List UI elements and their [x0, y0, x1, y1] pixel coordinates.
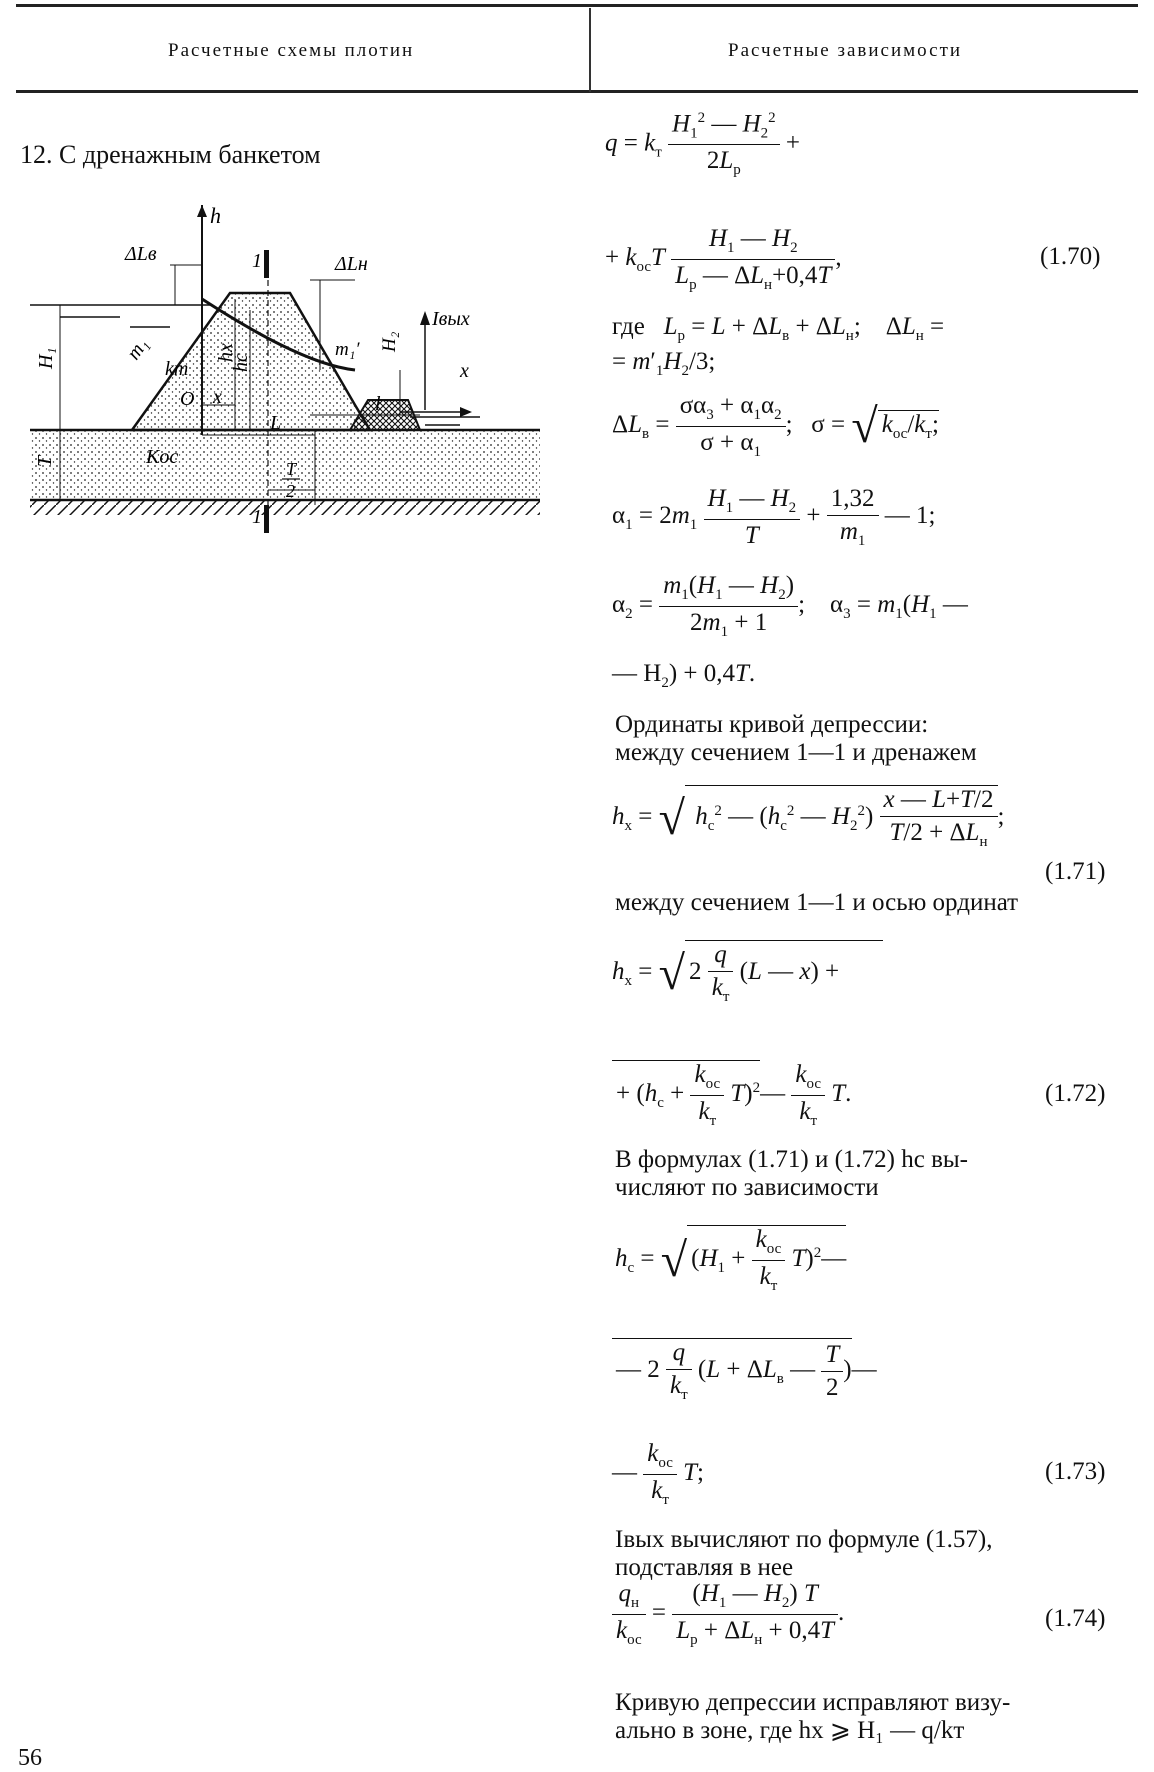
eq-where-Lp: где $L_р = L + \Delta L_в + \Delta L_н$; $\Delta L_н$ =	[612, 313, 945, 344]
last-note-1: Кривую депрессии исправляют визу-	[615, 1689, 1011, 1716]
label-kt: kт	[165, 358, 189, 380]
label-m1p: m₁′	[335, 339, 360, 360]
label-hx: hx	[215, 343, 237, 362]
between-sections-axis: между сечением 1—1 и осью ординат	[615, 889, 1019, 916]
label-sec1-top: 1	[252, 250, 262, 272]
eq-num-1-71: (1.71)	[1045, 858, 1106, 885]
last-note-2: ально в зоне, где hx ⩾ H₁ — q/kт	[615, 1717, 965, 1744]
formulas-note-2: числяют по зависимости	[615, 1174, 879, 1201]
eq-1-73-line3: — $\frac{k_{ос}}{k_т}$ T;	[612, 1440, 704, 1508]
label-H2: H₂	[379, 331, 400, 352]
label-koc: Kос	[146, 446, 179, 468]
label-h: h	[210, 205, 221, 228]
eq-1-72-line2: + ($h_с$ + $\frac{k_{ос}}{k_т}$ T)$^2$— $\frac{k_{ос}}{k_т}$ T.	[612, 1060, 851, 1130]
label-L: L	[270, 412, 282, 434]
eq-num-1-70: (1.70)	[1040, 243, 1101, 270]
label-m1: m₁	[122, 333, 153, 364]
page-number: 56	[18, 1745, 42, 1771]
label-T2-num: T	[286, 459, 297, 479]
eq-1-73-line1: $h_с$ = √ ($H_1$ + $\frac{k_{ос}}{k_т}$ T)$^2$—	[615, 1226, 847, 1294]
label-O: O	[180, 388, 195, 410]
eq-alpha1: $\alpha_1 = 2m_1$ $\frac{H_1 — H_2}{T}$ + $\frac{1,32}{m_1}$ — 1;	[612, 485, 936, 549]
eq-num-1-72: (1.72)	[1045, 1080, 1106, 1107]
case-title: 12. С дренажным банкетом	[20, 140, 321, 169]
eq-where-dLn: = $m'_1H_2/3$;	[612, 348, 716, 379]
label-sec1-bot: 1	[252, 506, 262, 528]
label-H1: H₁	[35, 347, 57, 369]
label-dLn: ΔLн	[335, 253, 368, 275]
label-Ivyh: Iвых	[432, 308, 470, 330]
eq-1-73-line2: — 2 $\frac{q}{k_т}$ ($L + \Delta L_в$ — $\frac{T}{2}$ )—	[612, 1338, 877, 1404]
ordinates-title: Ординаты кривой депрессии:	[615, 711, 929, 738]
where-word: где	[612, 313, 645, 340]
label-hc: hc	[230, 353, 252, 372]
header-right: Расчетные зависимости	[728, 40, 963, 61]
dam-diagram	[20, 205, 540, 605]
top-rule	[16, 4, 1138, 7]
eq-1-70-line2: + $k_{ос}T$ $\frac{H_1 — H_2}{L_р — \Delta L_н+0,4T}$ ,	[605, 225, 842, 293]
formulas-note-1: В формулах (1.71) и (1.72) hс вы-	[615, 1146, 968, 1173]
eq-alpha2: $\alpha_2$ = $\frac{m_1(H_1 — H_2)}{2m_1 + 1}$ ; $\alpha_3 = m_1(H_1$ —	[612, 572, 968, 640]
header-left: Расчетные схемы плотин	[168, 40, 415, 61]
eq-dLv: $\Delta L_в$ = $\frac{\sigma\alpha_3 + \alpha_1\alpha_2}{\sigma + \alpha_1}$ ; σ = √ $k_{ос}/k_т$;	[612, 392, 939, 460]
eq-1-74: $\frac{q_н}{k_{ос}}$ = $\frac{(H_1 — H_2) T}{L_р + \Delta L_н + 0,4T}$ .	[612, 1580, 844, 1649]
eq-1-72-line1: $h_x = √2$ $\frac{q}{k_т}$ (L — x) +	[612, 941, 883, 1005]
label-T2-den: 2	[286, 481, 295, 501]
header-divider	[589, 8, 591, 92]
eq-1-70-line1: $q = k_т$ $\frac{H_1^2 — H_2^2}{2L_р}$ +	[605, 110, 801, 179]
eq-num-1-74: (1.74)	[1045, 1605, 1106, 1632]
eq-alpha3-cont: — $H_2) + 0,4T$.	[612, 660, 756, 691]
between-sections-drain: между сечением 1—1 и дренажем	[615, 739, 977, 766]
ivyh-note-1: Iвых вычисляют по формуле (1.57),	[615, 1526, 993, 1553]
eq-num-1-73: (1.73)	[1045, 1458, 1106, 1485]
ivyh-note-2: подставляя в нее	[615, 1554, 794, 1581]
label-T: T	[34, 455, 56, 467]
eq-1-71: $h_x$ = √ $h_с^2$ — ($h_с^2$ — $H_2^2$) $\frac{x — L+T/2}{T/2 + \Delta L_н}$ ;	[612, 786, 1005, 850]
label-x: x	[213, 386, 222, 408]
header-bottom-rule	[16, 90, 1138, 93]
label-l: l	[375, 393, 381, 415]
label-x-axis: x	[460, 360, 469, 382]
label-dLv: ΔLв	[125, 243, 157, 265]
